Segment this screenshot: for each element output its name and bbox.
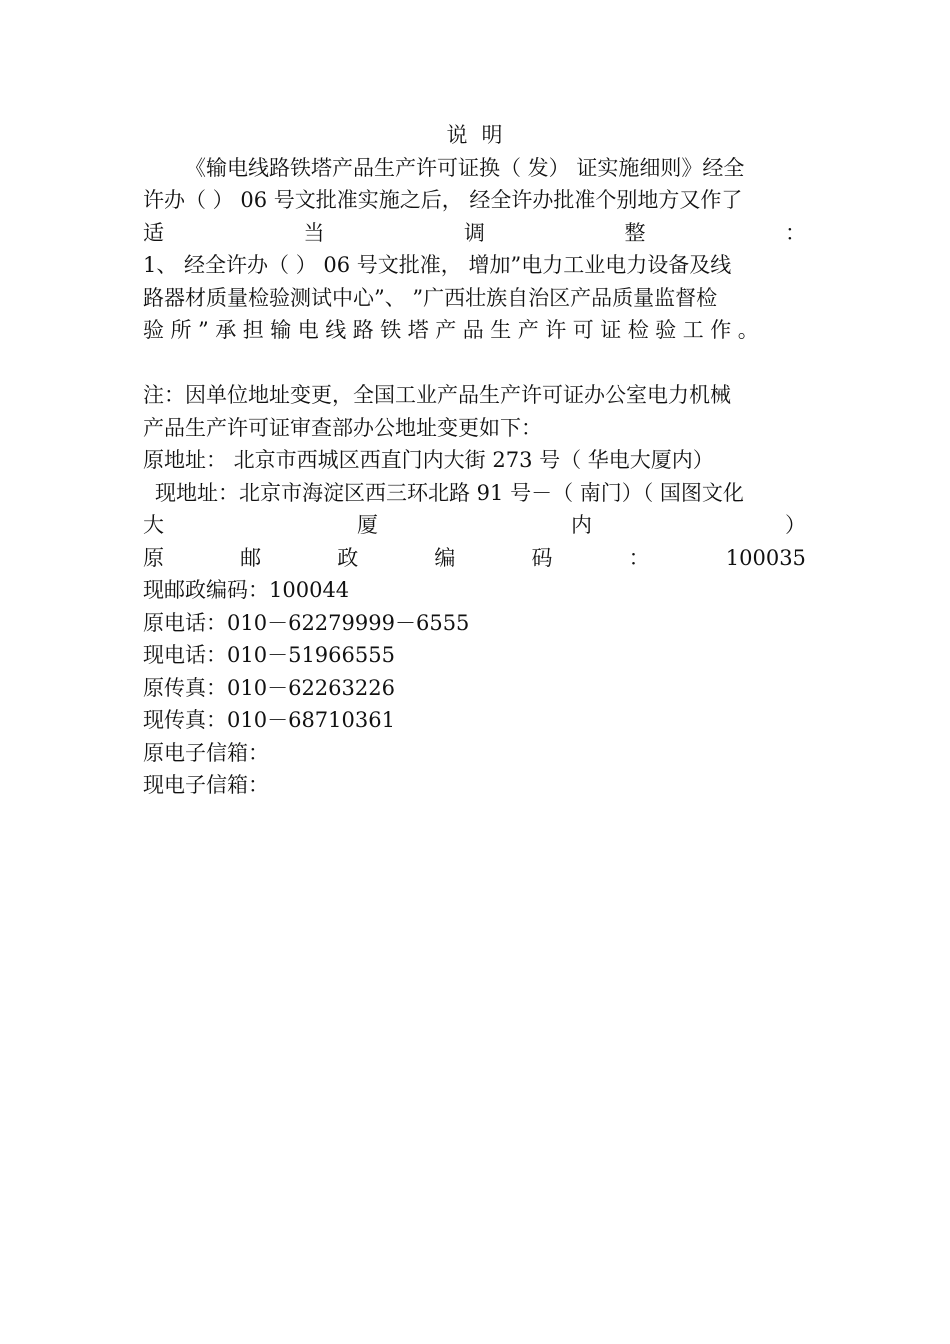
char: 整 — [624, 220, 646, 245]
char: ： — [628, 545, 650, 570]
char: 邮 — [240, 545, 262, 570]
char: 适 — [143, 220, 164, 245]
old-address: 原地址： 北京市西城区西直门内大街 273 号（ 华电大厦内） — [143, 448, 714, 472]
char: 调 — [464, 220, 485, 245]
char: 政 — [337, 545, 359, 570]
contact-line: 现电话：010－51966555 — [143, 643, 395, 667]
char: 原 — [143, 545, 164, 570]
contact-line: 原电话：010－62279999－6555 — [143, 610, 470, 635]
char: 厦 — [357, 513, 378, 537]
contact-line: 原传真：010－62263226 — [143, 675, 395, 700]
document-body — [143, 119, 806, 802]
new-address: 现地址：北京市海淀区西三环北路 91 号－（ 南门）（ 国图文化 — [155, 480, 744, 505]
old-postcode — [143, 542, 806, 575]
char: 内 — [571, 513, 592, 537]
contact-line: 原电子信箱： — [143, 740, 269, 765]
paragraph-line: 许办（ ） 06 号文批准实施之后， 经全许办批准个别地方又作了 — [143, 188, 743, 212]
paragraph-line: 《输电线路铁塔产品生产许可证换（ 发） 证实施细则》经全 — [185, 155, 745, 180]
postcode-value: 100035 — [725, 545, 806, 570]
contact-line: 现传真：010－68710361 — [143, 708, 395, 732]
char: ） — [785, 513, 806, 537]
item-line: 验所”承担输电线路铁塔产品生产许可证检验工作。 — [143, 318, 766, 342]
char: 编 — [434, 545, 456, 570]
char: 大 — [143, 513, 164, 537]
contact-line: 现电子信箱： — [143, 773, 269, 797]
item-line: 路器材质量检验测试中心”、 ”广西壮族自治区产品质量监督检 — [143, 285, 718, 310]
char: 码 — [531, 545, 553, 570]
blank-line — [143, 347, 806, 380]
note-line: 注：因单位地址变更，全国工业产品生产许可证办公室电力机械 — [143, 383, 731, 407]
document-title: 说明 — [446, 123, 517, 147]
note-line: 产品生产许可证审查部办公地址变更如下： — [143, 415, 542, 440]
justified-line — [143, 217, 806, 250]
justified-line — [143, 509, 806, 542]
item-line: 1、 经全许办（ ） 06 号文批准， 增加”电力工业电力设备及线 — [143, 253, 732, 277]
char: 当 — [303, 220, 325, 245]
contact-line: 现邮政编码：100044 — [143, 578, 350, 602]
char: ： — [785, 220, 806, 245]
